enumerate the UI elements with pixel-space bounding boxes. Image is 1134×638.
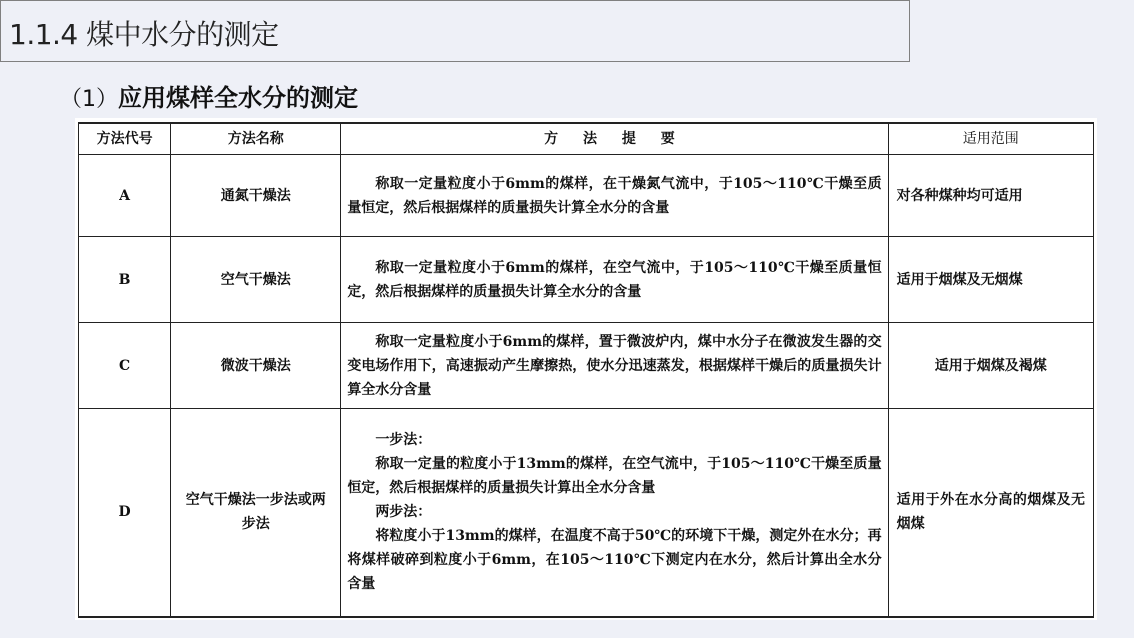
method-table-image — [75, 118, 1097, 620]
table-header-row — [79, 123, 1094, 155]
slide-title: 1.1.4 煤中水分的测定 — [9, 18, 279, 51]
section-subtitle — [60, 78, 358, 113]
row-b-desc-text: 称取一定量粒度小于6mm的煤样，在空气流中，于105～110℃干燥至质量恒定，然后根据煤样的质量损失计算全水分的含量 — [347, 259, 882, 300]
header-method-code: 方法代号 — [79, 123, 171, 155]
row-d-step2-text: 将粒度小于13mm的煤样，在温度不高于50℃的环境下干燥，测定外在水分；再将煤样破碎到粒度小于6mm，在105～110℃下测定内在水分，然后计算出全水分含量 — [347, 528, 882, 593]
row-d-step1-text: 称取一定量的粒度小于13mm的煤样，在空气流中，于105～110℃干燥至质量恒定，然后根据煤样的质量损失计算出全水分含量 — [347, 456, 882, 497]
row-a-desc — [341, 155, 888, 237]
row-d-name: 空气干燥法一步法或两步法 — [171, 409, 341, 617]
table-row — [79, 237, 1094, 323]
subtitle-text: 应用煤样全水分的测定 — [118, 84, 358, 112]
method-table — [78, 122, 1094, 618]
row-a-code: A — [79, 155, 171, 237]
row-b-scope: 适用于烟煤及无烟煤 — [888, 237, 1093, 323]
header-scope: 适用范围 — [888, 123, 1093, 155]
table-row — [79, 323, 1094, 409]
row-c-desc — [341, 323, 888, 409]
row-d-scope: 适用于外在水分高的烟煤及无烟煤 — [888, 409, 1093, 617]
row-c-desc-text: 称取一定量粒度小于6mm的煤样，置于微波炉内，煤中水分子在微波发生器的交变电场作用下，高速振动产生摩擦热，使水分迅速蒸发，根据煤样干燥后的质量损失计算全水分含量 — [347, 333, 882, 398]
header-method-summary: 方 法 提 要 — [341, 123, 888, 155]
table-row — [79, 155, 1094, 237]
row-d-step2-label: 两步法： — [375, 504, 432, 521]
row-c-name: 微波干燥法 — [171, 323, 341, 409]
table-row — [79, 409, 1094, 617]
row-a-desc-text: 称取一定量粒度小于6mm的煤样，在干燥氮气流中，于105～110℃干燥至质量恒定，然后根据煤样的质量损失计算全水分的含量 — [347, 175, 882, 216]
subtitle-number: （1） — [60, 87, 118, 112]
row-d-step1-label: 一步法： — [375, 432, 432, 449]
header-method-name: 方法名称 — [171, 123, 341, 155]
row-b-desc — [341, 237, 888, 323]
row-b-code: B — [79, 237, 171, 323]
row-c-scope: 适用于烟煤及褐煤 — [888, 323, 1093, 409]
row-d-desc — [341, 409, 888, 617]
row-a-scope: 对各种煤种均可适用 — [888, 155, 1093, 237]
title-box — [0, 0, 910, 62]
row-b-name: 空气干燥法 — [171, 237, 341, 323]
row-d-code: D — [79, 409, 171, 617]
row-c-code: C — [79, 323, 171, 409]
row-a-name: 通氮干燥法 — [171, 155, 341, 237]
